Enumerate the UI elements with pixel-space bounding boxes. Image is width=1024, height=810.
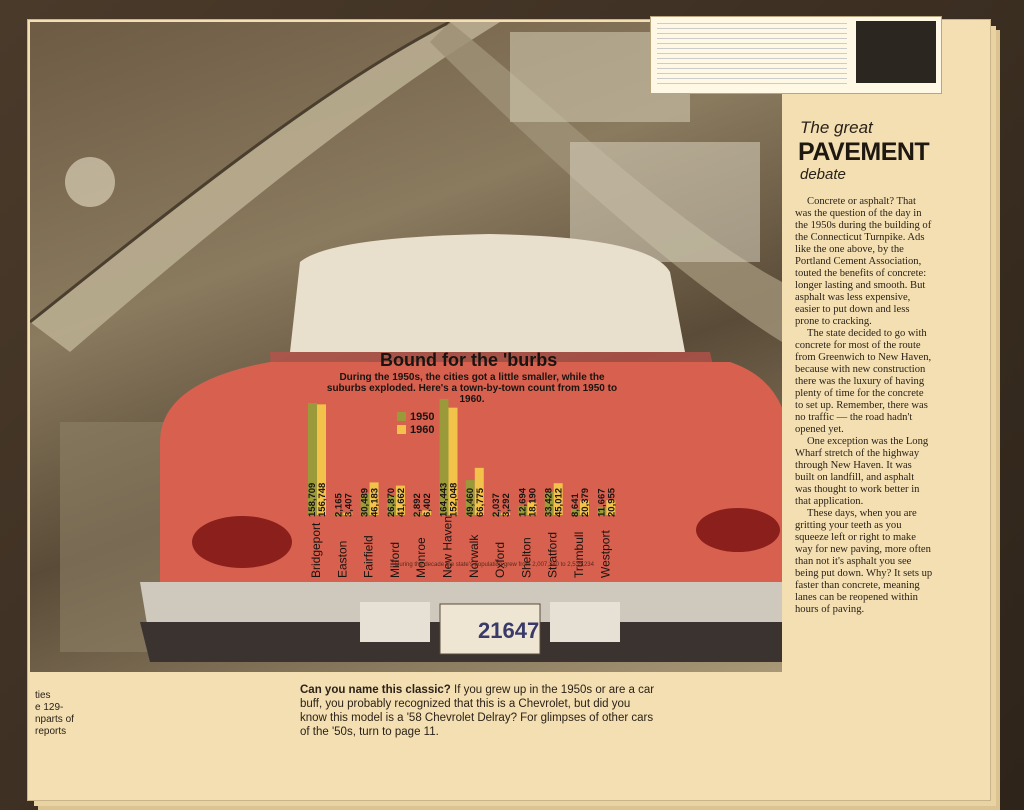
cropped-line: nparts of (35, 714, 74, 725)
chart-subtitle: During the 1950s, the cities got a little smaller, while the suburbs exploded. Here's a town-by-town count from 1950 to 1960. (326, 372, 618, 405)
value-label-1960: 45,012 (553, 487, 565, 517)
legend-item-1950 (397, 410, 434, 423)
value-label-1950: 2,165 (333, 493, 345, 517)
category-label: Westport (598, 530, 613, 578)
legend-swatch-1960 (397, 425, 406, 434)
value-label-1960: 6,402 (422, 493, 434, 517)
photo-caption (300, 683, 660, 739)
category-label: Oxford (493, 541, 508, 578)
article-title-line2: PAVEMENT (798, 138, 930, 166)
value-label-1950: 164,443 (438, 482, 450, 517)
value-label-1950: 33,428 (543, 487, 555, 517)
category-label: Stratford (545, 531, 560, 578)
value-label-1960: 41,662 (395, 487, 407, 517)
caption-lead: Can you name this classic? (300, 684, 451, 696)
legend-swatch-1950 (397, 412, 406, 421)
value-label-1950: 2,037 (491, 493, 503, 517)
value-label-1950: 49,460 (464, 487, 476, 517)
value-label-1960: 156,748 (317, 482, 328, 517)
value-label-1960: 66,775 (474, 487, 486, 517)
value-label-1950: 8,641 (570, 493, 581, 517)
value-label-1950: 11,667 (596, 488, 608, 517)
value-label-1950: 26,870 (385, 487, 397, 517)
category-label: Trumbull (572, 531, 586, 578)
chart-footnote: During the decade the state's population grew from 2,007,280 to 2,535,234 (395, 562, 594, 568)
category-label: Fairfield (361, 535, 376, 578)
value-label-1960: 46,183 (369, 487, 381, 517)
chart-legend (397, 410, 434, 436)
caption-body: If you grew up in the 1950s or are a car buff, you probably recognized that this is a Chevrolet, but did you know this model is a '58 Chevrolet Delray? For glimpses of other cars of the '50s, turn to page 11. (300, 684, 655, 738)
category-label: Shelton (519, 537, 534, 578)
category-label: Easton (335, 540, 350, 578)
article-paragraph: Concrete or asphalt? That was the question of the day in the 1950s during the building of the Connecticut Turnpike. Ads like the one above, by the Portland Cement Association, touted the benefits of concrete: longer lasting and smooth. But asphalt was less expensive, easier to put down and less prone to cracking. (795, 196, 932, 327)
article-title-line1: The great (800, 118, 873, 137)
value-label-1960: 20,379 (580, 487, 591, 517)
category-label: Bridgeport (309, 522, 323, 578)
value-label-1950: 12,694 (517, 487, 529, 517)
cropped-line: reports (35, 726, 67, 737)
value-label-1950: 158,709 (307, 482, 318, 517)
license-plate-number: 21647 (478, 618, 540, 643)
cropped-line: e 129- (35, 702, 64, 713)
category-label: Milford (387, 541, 402, 578)
value-label-1960: 3,407 (343, 493, 355, 517)
value-label-1960: 152,048 (448, 482, 460, 517)
article-paragraph: These days, when you are gritting your teeth as you squeeze left or right to make way for new paving, more often than not it's asphalt you see being put down. Why? It sets up faster than concrete, meaning lanes can be reopened within hours of paving. (795, 508, 933, 615)
article-paragraph: One exception was the Long Wharf stretch of the highway through New Haven. It was built on landfill, and asphalt was thought to work better in that application. (795, 436, 929, 507)
legend-label-1960: 1960 (410, 423, 435, 436)
value-label-1950: 30,489 (359, 487, 371, 517)
article-title-line3: debate (800, 166, 846, 183)
legend-label-1950: 1950 (410, 410, 435, 423)
value-label-1950: 2,892 (412, 493, 424, 517)
chart-title: Bound for the 'burbs (380, 350, 558, 370)
value-label-1960: 3,292 (501, 493, 513, 517)
category-label: Norwalk (466, 534, 481, 578)
legend-item-1960 (397, 423, 434, 436)
category-label: New Haven (440, 515, 455, 578)
article-paragraph: The state decided to go with concrete for most of the route from Greenwich to New Haven, because with new construction there was the luxury of having plenty of time for the concrete to set up. Remember, there was no traffic — the road hadn't opened yet. (795, 328, 932, 435)
value-label-1960: 20,955 (606, 487, 618, 517)
category-label: Monroe (414, 537, 429, 578)
cropped-line: ties (35, 690, 51, 701)
cropped-side-text (35, 690, 74, 738)
value-label-1960: 18,190 (527, 487, 539, 517)
